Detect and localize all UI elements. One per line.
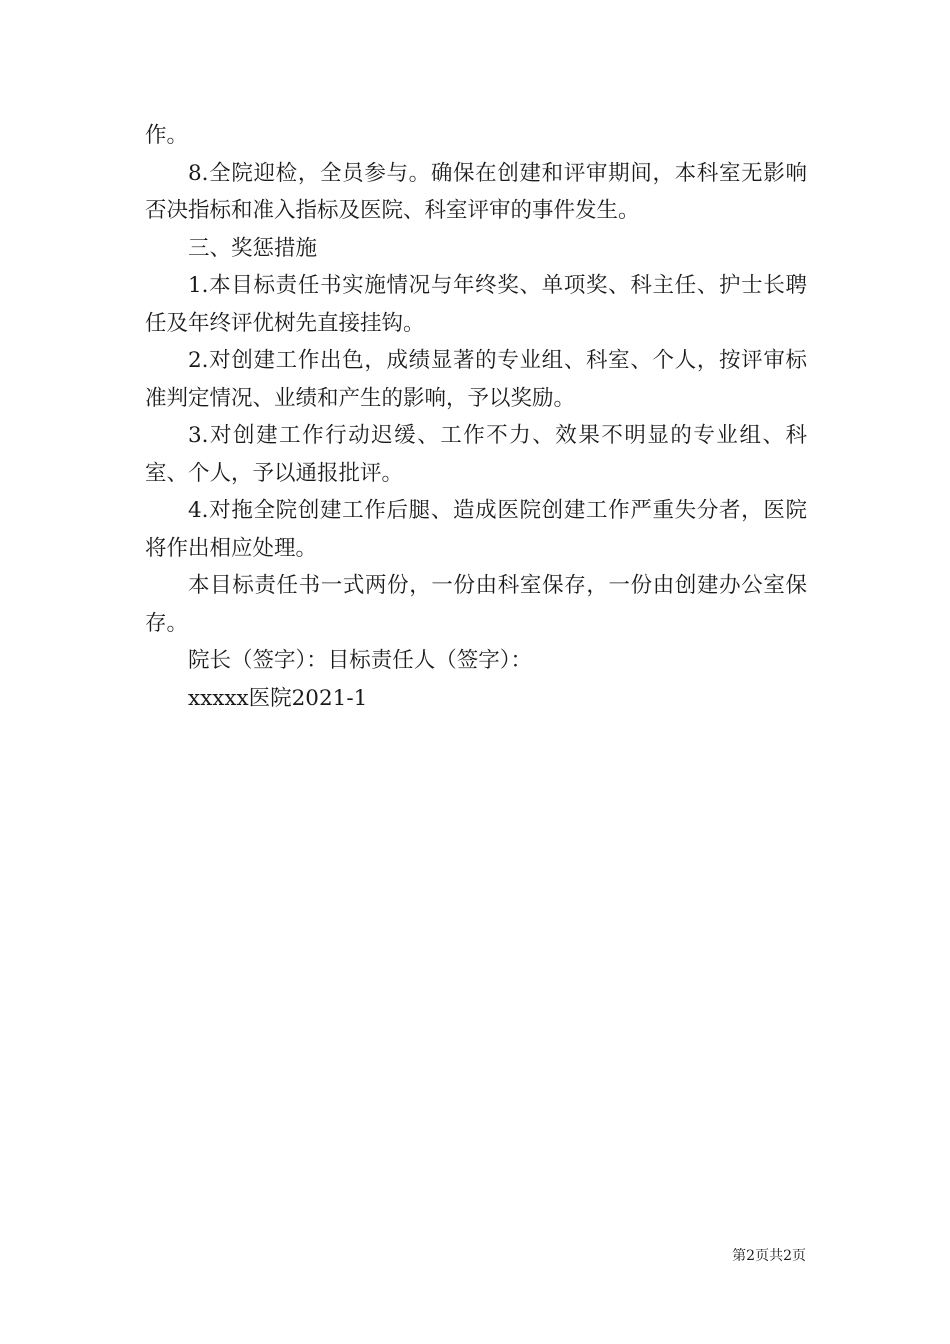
signature-line: 院长（签字）：目标责任人（签字）：: [188, 648, 533, 673]
section-heading-rewards-penalties: 三、奖惩措施: [188, 235, 318, 261]
paragraph-item-1: 1.本目标责任书实施情况与年终奖、单项奖、科主任、护士长聘任及年终评优树先直接挂钩。: [145, 273, 807, 336]
paragraph-copies-note: 本目标责任书一式两份，一份由科室保存，一份由创建办公室保存。: [145, 573, 807, 636]
hospital-date-line: xxxxx医院2021-1: [188, 685, 368, 711]
paragraph-item-4: 4.对拖全院创建工作后腿、造成医院创建工作严重失分者，医院将作出相应处理。: [145, 498, 807, 561]
paragraph-item-2: 2.对创建工作出色，成绩显著的专业组、科室、个人，按评审标准判定情况、业绩和产生的影响，予以奖励。: [145, 348, 807, 411]
document-body: [145, 117, 807, 717]
paragraph-item-8: 8.全院迎检，全员参与。确保在创建和评审期间，本科室无影响否决指标和准入指标及医院、科室评审的事件发生。: [145, 160, 807, 223]
page-number-footer: 第2页共2页: [732, 1248, 806, 1264]
paragraph-continuation: 作。: [145, 123, 189, 148]
paragraph-item-3: 3.对创建工作行动迟缓、工作不力、效果不明显的专业组、科室、个人，予以通报批评。: [145, 423, 807, 486]
